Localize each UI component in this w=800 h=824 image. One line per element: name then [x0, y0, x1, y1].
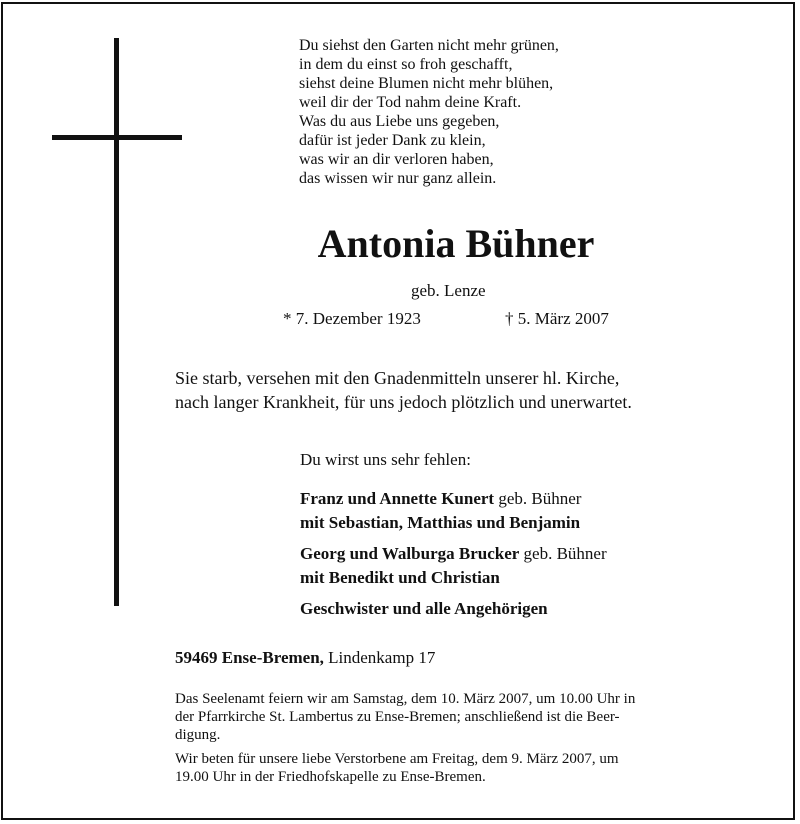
cross-icon-horizontal: [52, 135, 182, 140]
poem: [299, 36, 559, 188]
deceased-name: Antonia Bühner: [317, 221, 595, 266]
statement-line: nach langer Krankheit, für uns jedoch plötzlich und unerwartet.: [175, 392, 632, 412]
death-statement: [175, 366, 632, 414]
mourners-intro: Du wirst uns sehr fehlen:: [300, 450, 471, 469]
family-1-line: [300, 487, 607, 511]
family-1-geb: geb. Bühner: [494, 489, 582, 508]
address-street: Lindenkamp 17: [323, 648, 436, 667]
family-2-line: [300, 542, 607, 566]
service-notice: [175, 690, 635, 786]
notice-line: 19.00 Uhr in der Friedhofskapelle zu Ense-Bremen.: [175, 769, 486, 785]
statement-line: Sie starb, versehen mit den Gnadenmitteln unserer hl. Kirche,: [175, 368, 620, 388]
mourners-list: [300, 487, 607, 621]
notice-line: digung.: [175, 727, 221, 743]
poem-line: das wissen wir nur ganz allein.: [299, 170, 497, 187]
family-2-names: Georg und Walburga Brucker: [300, 544, 520, 563]
death-date: † 5. März 2007: [505, 309, 609, 328]
poem-line: Du siehst den Garten nicht mehr grünen,: [299, 37, 559, 54]
poem-line: in dem du einst so froh geschafft,: [299, 56, 513, 73]
notice-line: Das Seelenamt feiern wir am Samstag, dem 10. März 2007, um 10.00 Uhr in: [175, 691, 636, 707]
birth-date: * 7. Dezember 1923: [283, 309, 421, 328]
poem-line: was wir an dir verloren haben,: [299, 151, 494, 168]
poem-line: siehst deine Blumen nicht mehr blühen,: [299, 75, 554, 92]
address-city: 59469 Ense-Bremen,: [175, 648, 324, 667]
notice-line: Wir beten für unsere liebe Verstorbene am Freitag, dem 9. März 2007, um: [175, 751, 619, 767]
family-2-children: mit Benedikt und Christian: [300, 568, 500, 587]
other-relatives: Geschwister und alle Angehörigen: [300, 599, 548, 618]
poem-line: dafür ist jeder Dank zu klein,: [299, 132, 486, 149]
family-2-geb: geb. Bühner: [519, 544, 607, 563]
notice-line: der Pfarrkirche St. Lambertus zu Ense-Bremen; anschließend ist die Beer-: [175, 709, 620, 725]
poem-line: weil dir der Tod nahm deine Kraft.: [299, 94, 522, 111]
poem-line: Was du aus Liebe uns gegeben,: [299, 113, 500, 130]
address: [175, 648, 435, 668]
cross-icon-vertical: [114, 38, 119, 606]
birth-name: geb. Lenze: [411, 281, 486, 300]
family-1-children: mit Sebastian, Matthias und Benjamin: [300, 513, 581, 532]
family-1-names: Franz und Annette Kunert: [300, 489, 495, 508]
